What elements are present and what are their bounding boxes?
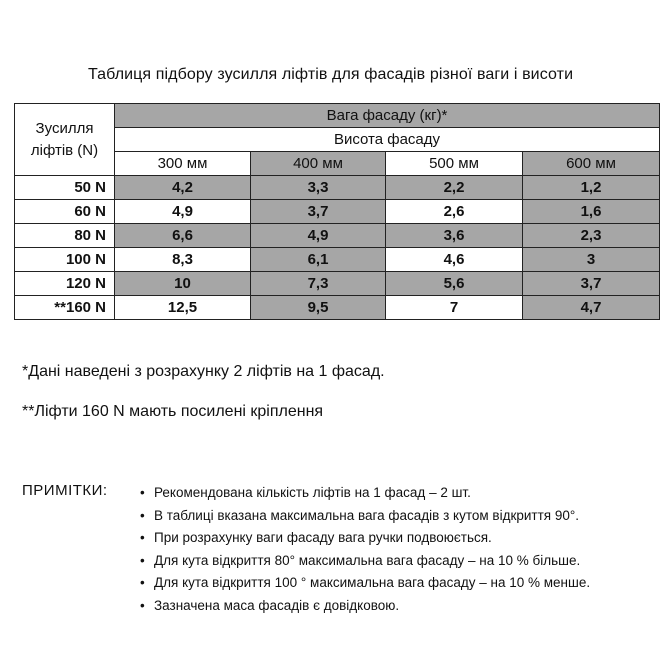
bullet-icon: • — [140, 530, 145, 545]
weight-header: Вага фасаду (кг)* — [115, 104, 660, 128]
height-header: Висота фасаду — [115, 128, 660, 152]
table-cell: 3,6 — [386, 224, 523, 248]
table-cell: 2,6 — [386, 200, 523, 224]
footnote-160n: **Ліфти 160 N мають посилені кріплення — [22, 403, 324, 420]
bullet-icon: • — [140, 575, 145, 590]
remarks-list — [140, 482, 590, 617]
table-cell: 10 — [115, 272, 251, 296]
table-row — [15, 296, 660, 320]
table-cell: 6,1 — [251, 248, 386, 272]
table-cell: 6,6 — [115, 224, 251, 248]
table-cell: 3 — [523, 248, 660, 272]
row-label: 60 N — [15, 200, 115, 224]
bullet-icon: • — [140, 597, 145, 613]
table-row — [15, 248, 660, 272]
row-label: 80 N — [15, 224, 115, 248]
table-cell: 3,7 — [251, 200, 386, 224]
list-item: • Для кута відкриття 100 ° максимальна вага фасаду – на 10 % менше. — [140, 572, 590, 595]
table-cell: 5,6 — [386, 272, 523, 296]
table-cell: 12,5 — [115, 296, 251, 320]
table-cell: 7,3 — [251, 272, 386, 296]
table-cell: 4,7 — [523, 296, 660, 320]
table-row — [15, 176, 660, 200]
row-label: 50 N — [15, 176, 115, 200]
bullet-icon: • — [140, 507, 145, 523]
table-row — [15, 272, 660, 296]
height-col-500: 500 мм — [386, 152, 523, 176]
table-cell: 1,6 — [523, 200, 660, 224]
table-cell: 1,2 — [523, 176, 660, 200]
list-item: • Для кута відкриття 80° максимальна вага фасаду – на 10 % більше. — [140, 550, 590, 573]
remarks-label: ПРИМІТКИ: — [22, 482, 108, 499]
list-item: • В таблиці вказана максимальна вага фасадів з кутом відкриття 90°. — [140, 505, 590, 528]
table-cell: 3,7 — [523, 272, 660, 296]
list-item: • При розрахунку ваги фасаду вага ручки подвоюється. — [140, 527, 590, 550]
table-row — [15, 200, 660, 224]
table-cell: 4,9 — [251, 224, 386, 248]
force-header: Зусилля ліфтів (N) — [15, 104, 115, 176]
row-label: **160 N — [15, 296, 115, 320]
table-row — [15, 224, 660, 248]
table-cell: 4,2 — [115, 176, 251, 200]
row-label: 100 N — [15, 248, 115, 272]
list-item: • Зазначена маса фасадів є довідковою. — [140, 595, 590, 618]
table-cell: 2,2 — [386, 176, 523, 200]
lift-force-table — [14, 103, 660, 320]
bullet-icon: • — [140, 485, 145, 500]
table-cell: 4,9 — [115, 200, 251, 224]
row-label: 120 N — [15, 272, 115, 296]
table-cell: 2,3 — [523, 224, 660, 248]
page-title: Таблиця підбору зусилля ліфтів для фасадів різної ваги і висоти — [88, 66, 574, 83]
height-col-400: 400 мм — [251, 152, 386, 176]
table-cell: 8,3 — [115, 248, 251, 272]
table-cell: 4,6 — [386, 248, 523, 272]
table-cell: 3,3 — [251, 176, 386, 200]
height-col-600: 600 мм — [523, 152, 660, 176]
height-col-300: 300 мм — [115, 152, 251, 176]
table-cell: 7 — [386, 296, 523, 320]
list-item: • Рекомендована кількість ліфтів на 1 фасад – 2 шт. — [140, 482, 590, 505]
footnote-weight: *Дані наведені з розрахунку 2 ліфтів на 1 фасад. — [22, 363, 385, 380]
table-cell: 9,5 — [251, 296, 386, 320]
bullet-icon: • — [140, 552, 145, 568]
